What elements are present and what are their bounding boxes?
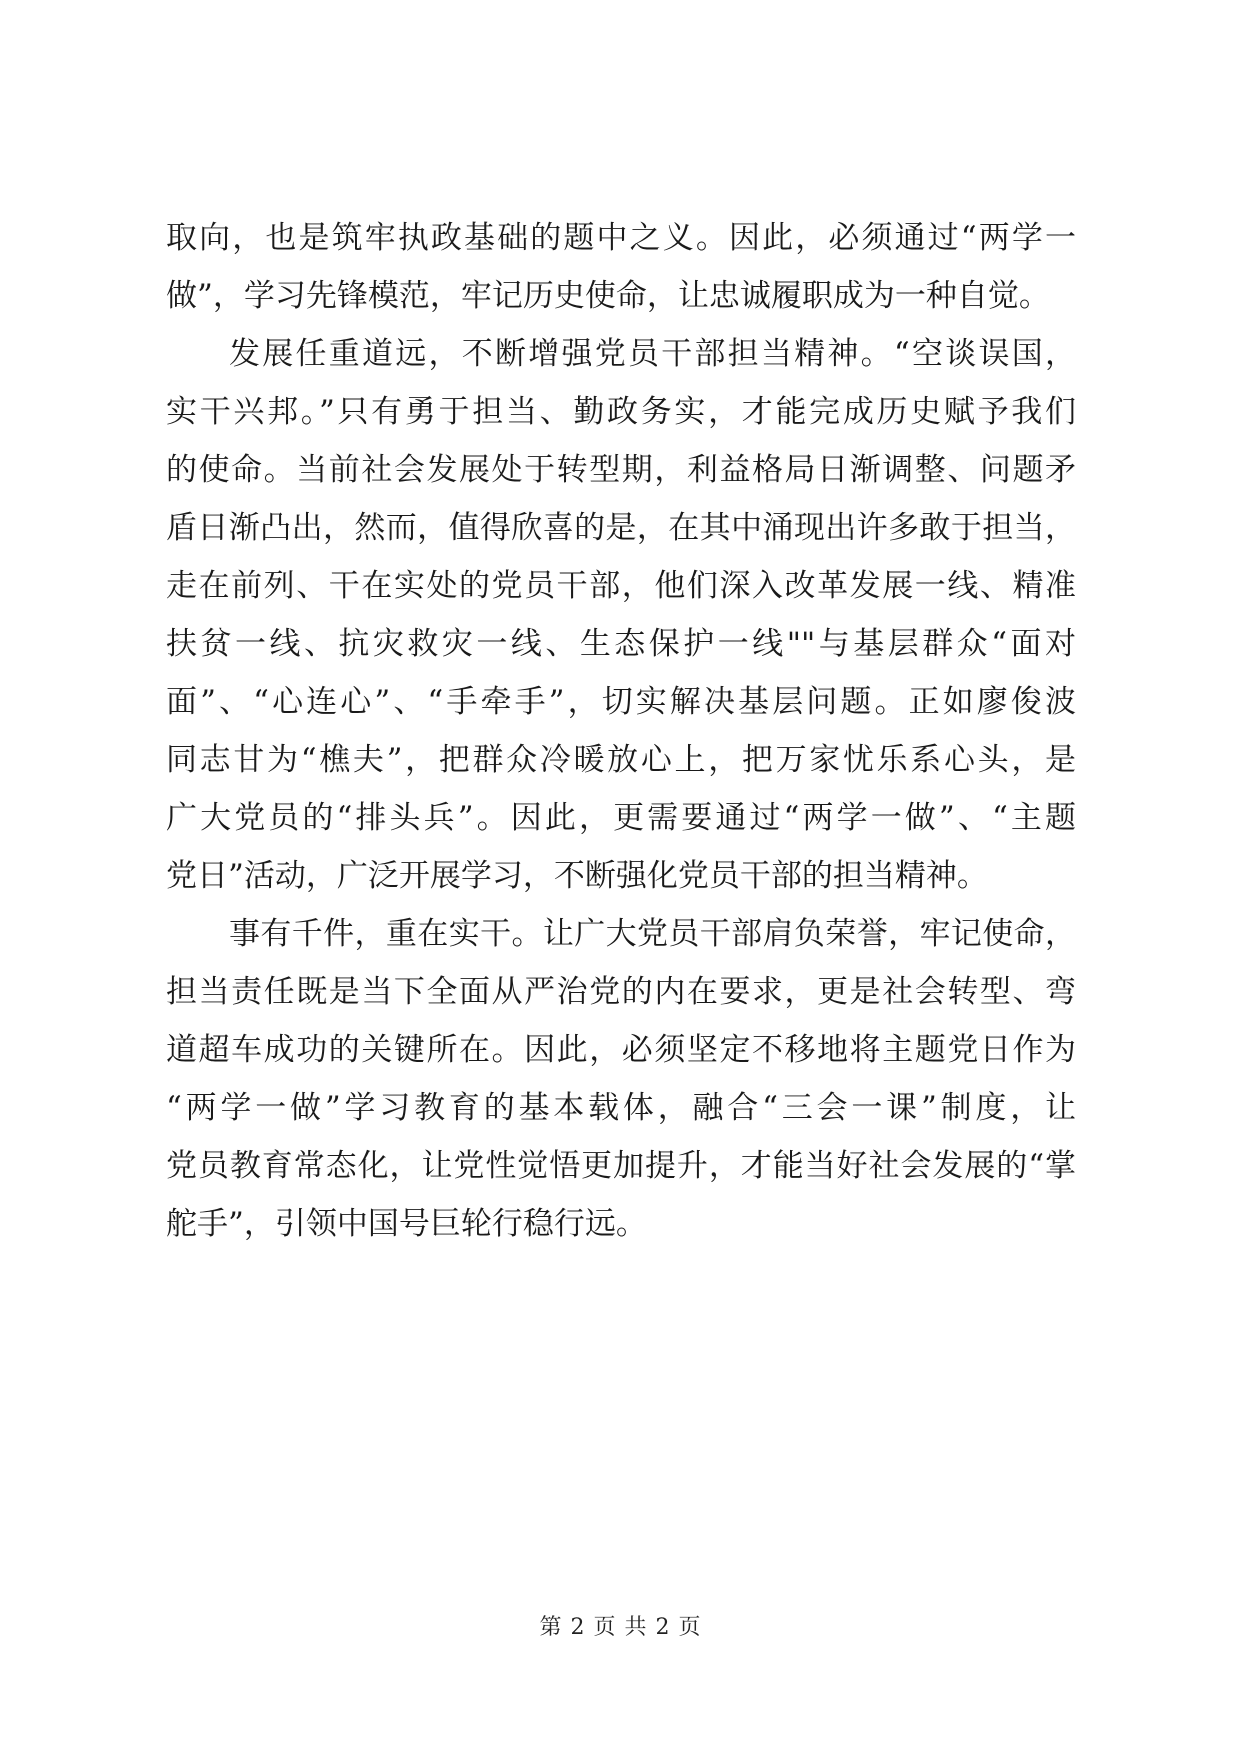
- paragraph-2-line-6: 扶贫一线、抗灾救灾一线、生态保护一线""与基层群众“面对: [166, 626, 1076, 662]
- paragraph-2-line-7: 面”、“心连心”、“手牵手”，切实解决基层问题。正如廖俊波: [166, 684, 1076, 720]
- paragraph-1-line-2: 做”，学习先锋模范，牢记历史使命，让忠诚履职成为一种自觉。: [166, 278, 1050, 314]
- paragraph-2-line-5: 走在前列、干在实处的党员干部，他们深入改革发展一线、精准: [166, 568, 1076, 604]
- paragraph-2-line-8: 同志甘为“樵夫”，把群众冷暖放心上，把万家忧乐系心头，是: [166, 742, 1076, 778]
- paragraph-2-line-1: 发展任重道远，不断增强党员干部担当精神。“空谈误国，: [229, 336, 1076, 372]
- document-body: [166, 209, 1076, 1253]
- paragraph-2-line-2: 实干兴邦。”只有勇于担当、勤政务实，才能完成历史赋予我们: [166, 394, 1076, 430]
- paragraph-2-line-10: 党日”活动，广泛开展学习，不断强化党员干部的担当精神。: [166, 858, 988, 894]
- paragraph-2-line-9: 广大党员的“排头兵”。因此，更需要通过“两学一做”、“主题: [166, 800, 1076, 836]
- paragraph-3-line-4: “两学一做”学习教育的基本载体，融合“三会一课”制度，让: [166, 1090, 1076, 1126]
- paragraph-3-line-3: 道超车成功的关键所在。因此，必须坚定不移地将主题党日作为: [166, 1032, 1076, 1068]
- paragraph-3-line-6: 舵手”，引领中国号巨轮行稳行远。: [166, 1206, 647, 1242]
- paragraph-3-line-1: 事有千件，重在实干。让广大党员干部肩负荣誉，牢记使命，: [229, 916, 1076, 952]
- page-footer: [0, 1610, 1241, 1641]
- paragraph-1-line-1: 取向，也是筑牢执政基础的题中之义。因此，必须通过“两学一: [166, 220, 1076, 256]
- paragraph-3-line-5: 党员教育常态化，让党性觉悟更加提升，才能当好社会发展的“掌: [166, 1148, 1076, 1184]
- paragraph-2-line-3: 的使命。当前社会发展处于转型期，利益格局日渐调整、问题矛: [166, 452, 1076, 488]
- paragraph-2-line-4: 盾日渐凸出，然而，值得欣喜的是，在其中涌现出许多敢于担当，: [166, 510, 1076, 546]
- paragraph-3-line-2: 担当责任既是当下全面从严治党的内在要求，更是社会转型、弯: [166, 974, 1076, 1010]
- page-number-label: 第 2 页 共 2 页: [539, 1615, 702, 1640]
